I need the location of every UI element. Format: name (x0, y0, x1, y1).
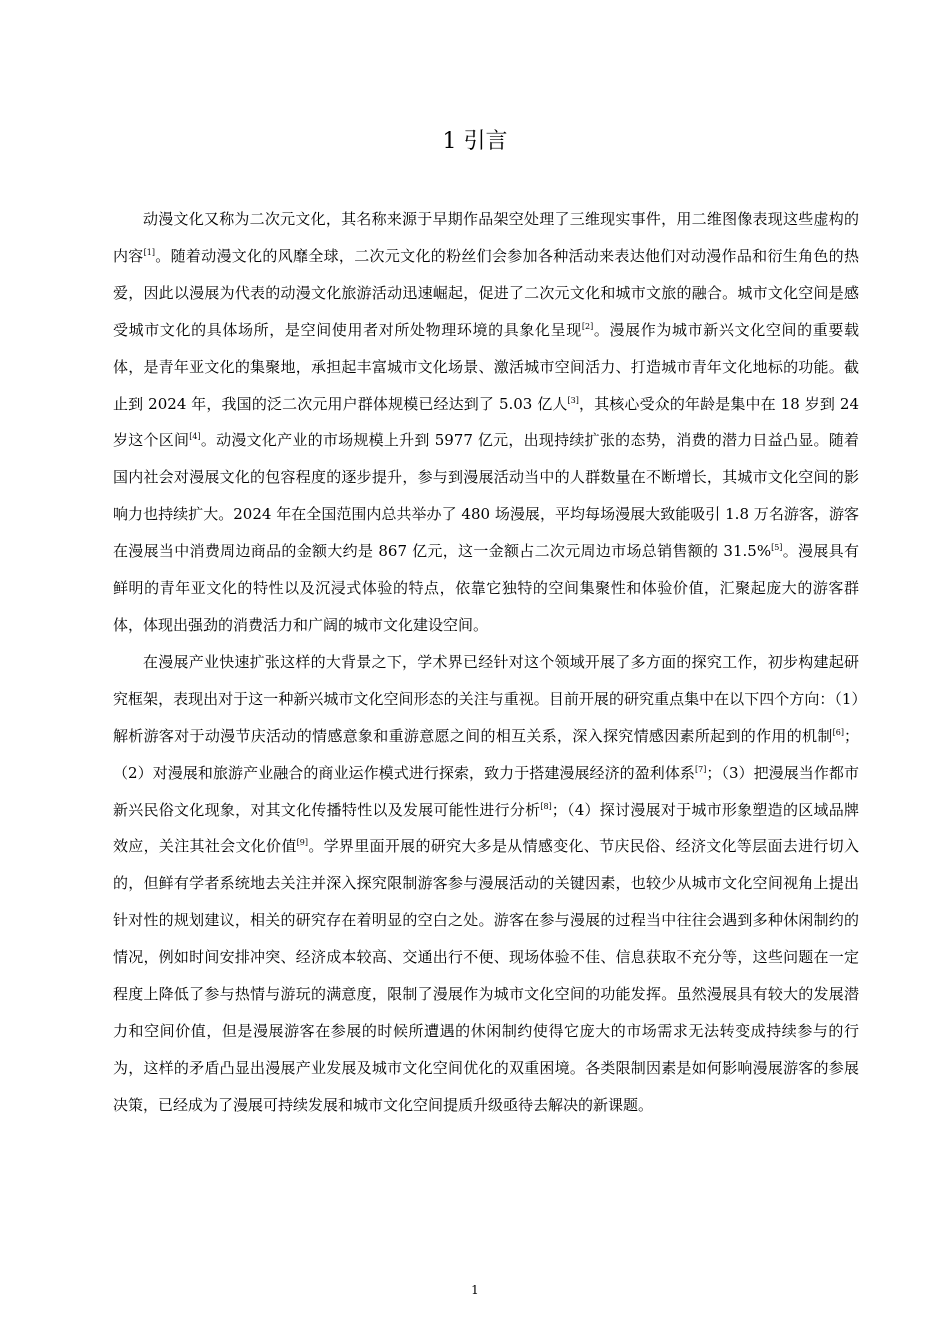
paragraph-text: ；（2）对漫展和旅游产业融合的商业运作模式进行探索，致力于搭建漫展经济的盈利体系 (113, 726, 859, 782)
body-text (113, 201, 859, 1124)
section-title: 1 引言 (442, 129, 508, 154)
citation-ref: [5] (771, 543, 783, 553)
paragraph (113, 644, 859, 1124)
citation-ref: [8] (540, 801, 552, 811)
paragraph-text: 。随着动漫文化的风靡全球，二次元文化的粉丝们会参加各种活动来表达他们对动漫作品和衍生角色的热爱，因此以漫展为代表的动漫文化旅游活动迅速崛起，促进了二次元文化和城市文旅的融合。城市文化空间是感受城市文化的具体场所，是空间使用者对所处物理环境的具象化呈现 (113, 246, 859, 339)
paragraph-text: ；（4）探讨漫展对于城市形象塑造的区域品牌效应，关注其社会文化价值 (113, 800, 859, 856)
citation-ref: [1] (143, 247, 155, 257)
citation-ref: [6] (832, 727, 844, 737)
page-number: 1 (471, 1283, 479, 1297)
paragraph-text: 。动漫文化产业的市场规模上升到 5977 亿元，出现持续扩张的态势，消费的潜力日益凸显。随着国内社会对漫展文化的包容程度的逐步提升，参与到漫展活动当中的人群数量在不断增长，其城市文化空间的影响力也持续扩大。2024 年在全国范围内总共举办了 480 场漫展，平均每场漫展大致能吸引 1.8 万名游客，游客在漫展当中消费周边商品的金额大约是 867 亿元，这一金额占二次元周边市场总销售额的 31.5% (113, 431, 859, 561)
citation-ref: [7] (694, 764, 707, 774)
paragraph-text: ，其核心受众的年龄是集中在 18 岁到 24 岁这个区间 (113, 394, 859, 450)
paragraph (113, 201, 859, 644)
citation-ref: [2] (581, 321, 594, 331)
paragraph-text: 。学界里面开展的研究大多是从情感变化、节庆民俗、经济文化等层面去进行切入的，但鲜有学者系统地去关注并深入探究限制游客参与漫展活动的关键因素，也较少从城市文化空间视角上提出针对性的规划建议，相关的研究存在着明显的空白之处。游客在参与漫展的过程当中往往会遇到多种休闲制约的情况，例如时间安排冲突、经济成本较高、交通出行不便、现场体验不佳、信息获取不充分等，这些问题在一定程度上降低了参与热情与游玩的满意度，限制了漫展作为城市文化空间的功能发挥。虽然漫展具有较大的发展潜力和空间价值，但是漫展游客在参展的时候所遭遇的休闲制约使得它庞大的市场需求无法转变成持续参与的行为，这样的矛盾凸显出漫展产业发展及城市文化空间优化的双重困境。各类限制因素是如何影响漫展游客的参展决策，已经成为了漫展可持续发展和城市文化空间提质升级亟待去解决的新课题。 (113, 837, 859, 1114)
citation-ref: [3] (567, 395, 579, 405)
paragraph-text: 。漫展作为城市新兴文化空间的重要载体，是青年亚文化的集聚地，承担起丰富城市文化场景、激活城市空间活力、打造城市青年文化地标的功能。截止到 2024 年，我国的泛二次元用户群体规模已经达到了 5.03 亿人 (113, 320, 859, 413)
citation-ref: [9] (296, 838, 309, 848)
paragraph-text: 动漫文化又称为二次元文化，其名称来源于早期作品架空处理了三维现实事件，用二维图像表现这些虚构的内容 (113, 210, 859, 265)
paragraph-text: 。漫展具有鲜明的青年亚文化的特性以及沉浸式体验的特点，依靠它独特的空间集聚性和体验价值，汇聚起庞大的游客群体，体现出强劲的消费活力和广阔的城市文化建设空间。 (113, 542, 859, 634)
citation-ref: [4] (189, 432, 201, 442)
paragraph-text: ；（3）把漫展当作都市新兴民俗文化现象，对其文化传播特性以及发展可能性进行分析 (113, 763, 859, 819)
paragraph-text: 在漫展产业快速扩张这样的大背景之下，学术界已经针对这个领域开展了多方面的探究工作，初步构建起研究框架，表现出对于这一种新兴城市文化空间形态的关注与重视。目前开展的研究重点集中在以下四个方向：（1）解析游客对于动漫节庆活动的情感意象和重游意愿之间的相互关系，深入探究情感因素所起到的作用的机制 (113, 652, 859, 745)
